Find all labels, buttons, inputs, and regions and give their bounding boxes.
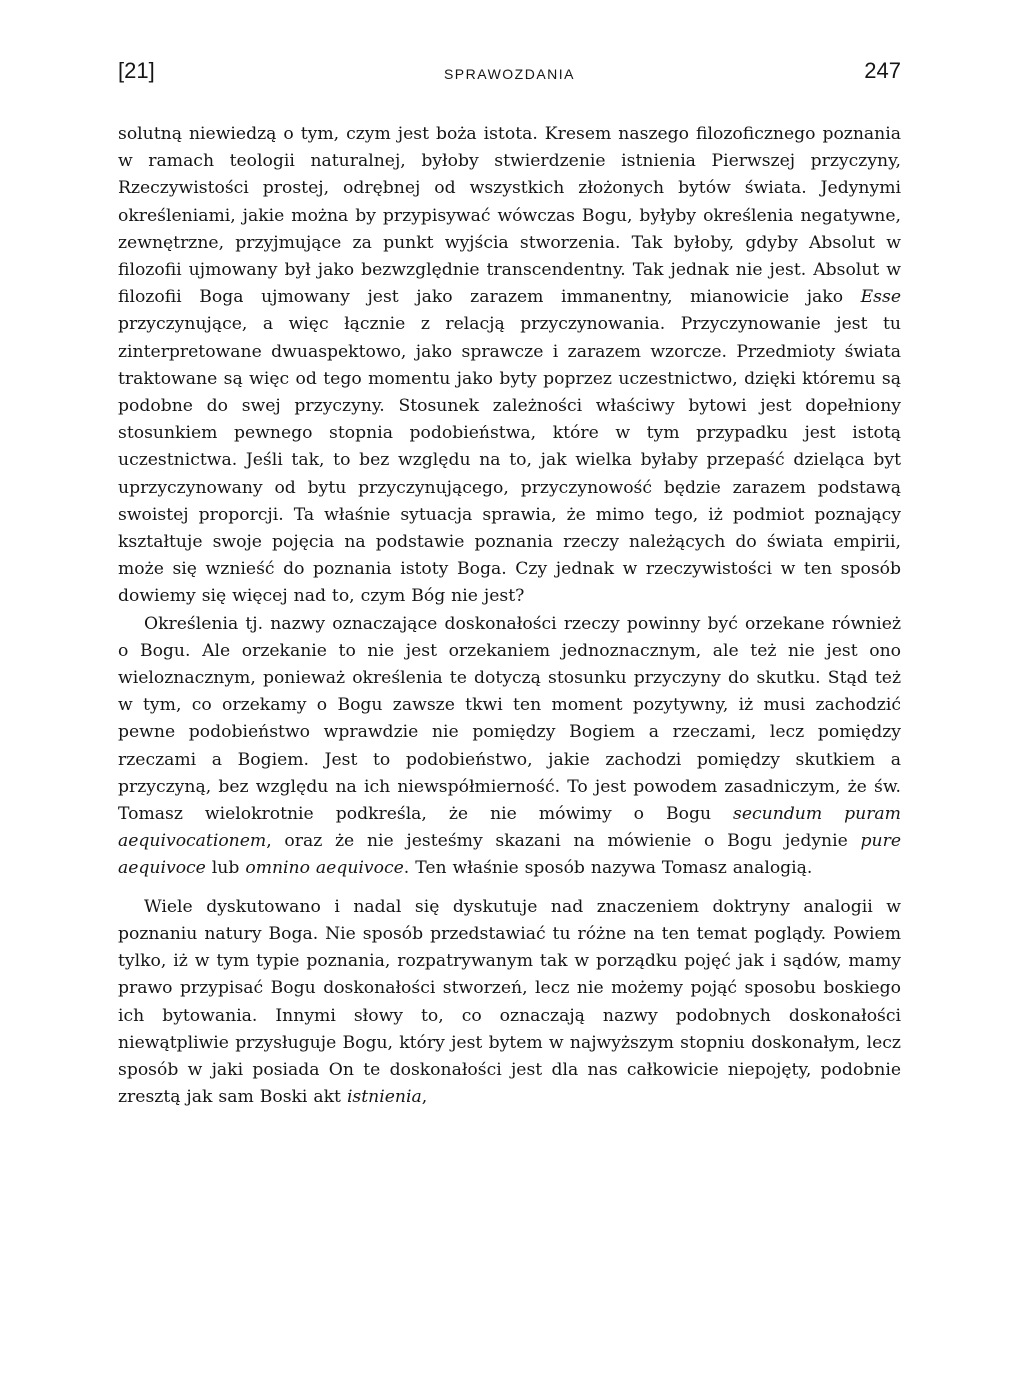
text-run: , [421, 1087, 428, 1108]
section-number: [21] [118, 58, 155, 83]
text-run: . Ten właśnie sposób nazywa Tomasz analogią. [403, 858, 813, 879]
paragraph-2 [118, 611, 901, 883]
text-run: solutną niewiedzą o tym, czym jest boża istota. Kresem naszego filozoficznego poznania w ramach teologii naturalnej, byłoby stwierdzenie istnienia Pierwszej przyczyny, Rzeczywistości prostej, odrębnej od wszystkich złożonych bytów świata. Jedynymi określeniami, jakie można by przypisywać wówczas Bogu, byłyby określenia negatywne, zewnętrzne, przyjmujące za punkt wyjścia stworzenia. Tak byłoby, gdyby Absolut w filozofii ujmowany był jako bezwzględnie transcendentny. Tak jednak nie jest. Absolut w filozofii Boga ujmowany jest jako zarazem immanentny, mianowicie jako [118, 124, 901, 308]
text-run: , oraz że nie jesteśmy skazani na mówienie o Bogu jedynie [266, 831, 861, 852]
italic-term: istnienia [346, 1087, 422, 1108]
section-title: SPRAWOZDANIA [443, 66, 576, 82]
text-run: przyczynujące, a więc łącznie z relacją przyczynowania. Przyczynowanie jest tu zinterpretowane dwuaspektowo, jako sprawcze i zarazem wzorcze. Przedmioty świata traktowane są więc od tego momentu jako byty poprzez uczestnictwo, dzięki któremu są podobne do swej przyczyny. Stosunek zależności właściwy bytowi jest dopełniony stosunkiem pewnego stopnia podobieństwa, które w tym przypadku jest istotą uczestnictwa. Jeśli tak, to bez względu na to, jak wielka byłaby przepaść dzieląca byt uprzyczynowany od bytu przyczynującego, przyczynowość będzie zarazem podstawą swoistej proporcji. Ta właśnie sytuacja sprawia, że mimo tego, iż podmiot poznający kształtuje swoje pojęcia na podstawie poznania rzeczy należących do świata empirii, może się wznieść do poznania istoty Boga. Czy jednak w rzeczywistości w ten sposób dowiemy się więcej nad to, czym Bóg nie jest? [118, 314, 901, 607]
running-header [118, 58, 901, 92]
italic-term: omnino aequivoce [245, 858, 404, 879]
italic-term: pure aequivoce [118, 831, 901, 879]
paragraph-3 [118, 894, 901, 1112]
paragraph-1 [118, 121, 901, 611]
page-number: 247 [864, 58, 901, 83]
italic-term: secundum puram aequivocationem [118, 804, 901, 852]
document-page [118, 58, 901, 1111]
text-run: lub [205, 858, 246, 879]
italic-term: Esse [860, 287, 901, 308]
text-run: Określenia tj. nazwy oznaczające doskonałości rzeczy powinny być orzekane również o Bogu. Ale orzekanie to nie jest orzekaniem jednoznacznym, ale też nie jest ono wieloznacznym, ponieważ określenia te dotyczą stosunku przyczyny do skutku. Stąd też w tym, co orzekamy o Bogu zawsze tkwi ten moment pozytywny, iż musi zachodzić pewne podobieństwo wprawdzie nie pomiędzy Bogiem a rzeczami, lecz pomiędzy rzeczami a Bogiem. Jest to podobieństwo, jakie zachodzi pomiędzy skutkiem a przyczyną, bez względu na ich niewspółmierność. To jest powodem zasadniczym, że św. Tomasz wielokrotnie podkreśla, że nie mówimy o Bogu [118, 613, 901, 825]
body-text [118, 121, 901, 1111]
text-run: Wiele dyskutowano i nadal się dyskutuje nad znaczeniem doktryny analogii w poznaniu natury Boga. Nie sposób przedstawiać tu różne na ten temat poglądy. Powiem tylko, iż w tym typie poznania, rozpatrywanym tak w porządku pojęć jak i sądów, mamy prawo przypisać Bogu doskonałości stworzeń, lecz nie możemy pojąć sposobu boskiego ich bytowania. Innymi słowy to, co oznaczają nazwy podobnych doskonałości niewątpliwie przysługuje Bogu, który jest bytem w najwyższym stopniu doskonałym, lecz sposób w jaki posiada On te doskonałości jest dla nas całkowicie niepojęty, podobnie zresztą jak sam Boski akt [118, 896, 901, 1108]
